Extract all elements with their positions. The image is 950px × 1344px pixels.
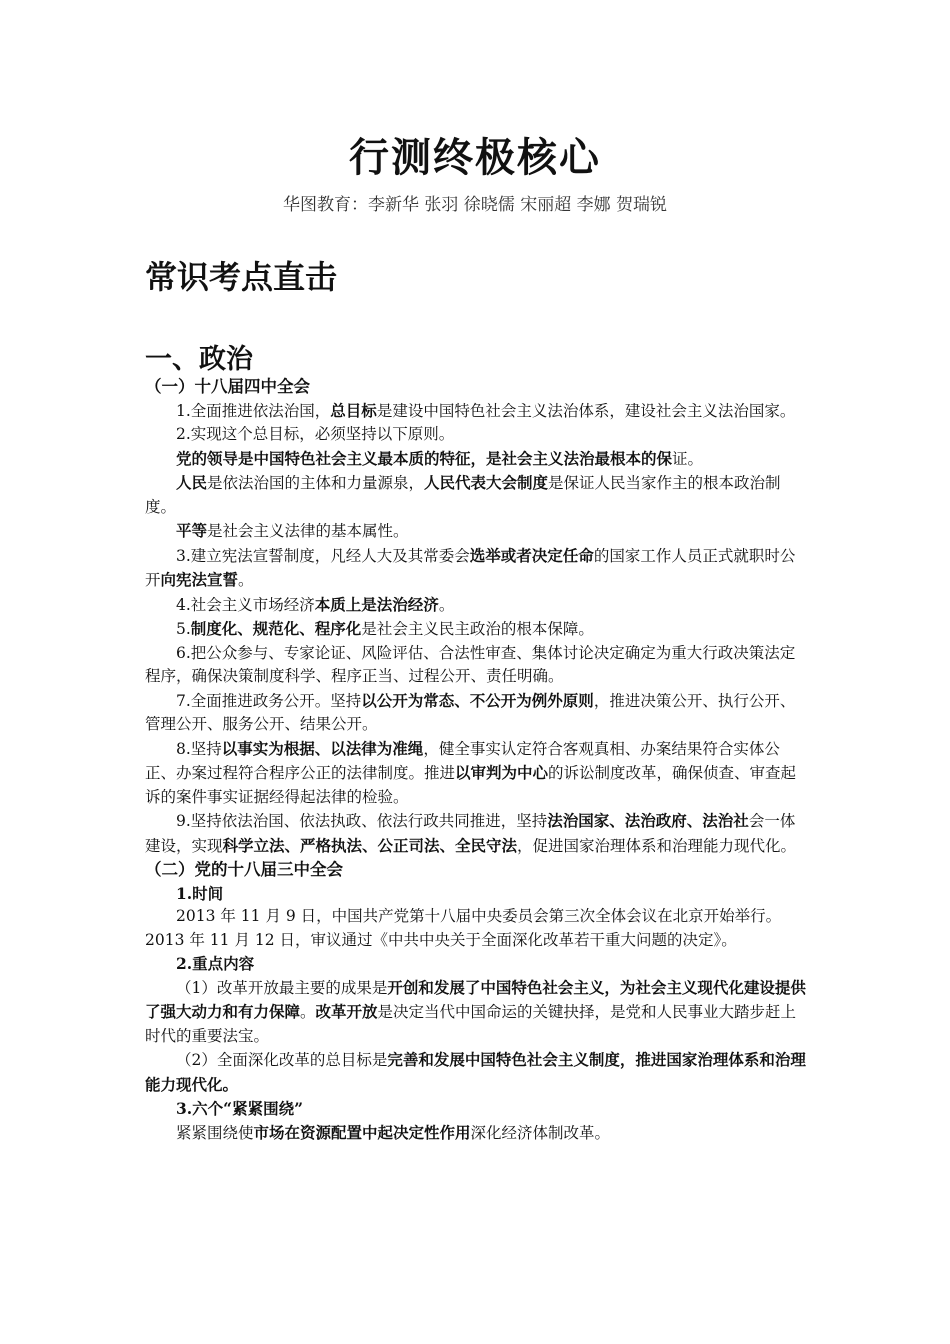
paragraph-3: 党的领导是中国特色社会主义最本质的特征，是社会主义法治最根本的保证。 [176, 448, 704, 468]
document-title: 行测终极核心 [349, 134, 601, 181]
paragraph-key-1: （1）改革开放最主要的成果是开创和发展了中国特色社会主义，为社会主义现代化建设提供了强大动力和有力保障。改革开放是决定当代中国命运的关键抉择，是党和人民事业大踏步赶上时代的重要法宝。 [145, 977, 806, 1045]
paragraph-time: 2013 年 11 月 9 日，中国共产党第十八届中央委员会第三次全体会议在北京开始举行。2013 年 11 月 12 日，审议通过《中共中央关于全面深化改革若干重大问题的决定》。 [145, 907, 782, 949]
section-heading-politics: 一、政治 [145, 344, 253, 375]
subsection-heading-2: （二）党的十八届三中全会 [145, 860, 343, 879]
paragraph-six-focus-1: 紧紧围绕使市场在资源配置中起决定性作用深化经济体制改革。 [176, 1122, 611, 1142]
paragraph-9: 6.把公众参与、专家论证、风险评估、合法性审查、集体讨论决定确定为重大行政决策法定程序，确保决策制度科学、程序正当、过程公开、责任明确。 [145, 643, 796, 685]
paragraph-6: 3.建立宪法宣誓制度，凡经人大及其常委会选举或者决定任命的国家工作人员正式就职时公开向宪法宣誓。 [145, 545, 796, 589]
paragraph-2: 2.实现这个总目标，必须坚持以下原则。 [176, 425, 455, 443]
paragraph-11: 8.坚持以事实为根据、以法律为准绳，健全事实认定符合客观真相、办案结果符合实体公正、办案过程符合程序公正的法律制度。推进以审判为中心的诉讼制度改革，确保侦查、审查起诉的案件事实证据经得起法律的检验。 [145, 738, 797, 806]
paragraph-8: 5.制度化、规范化、程序化是社会主义民主政治的根本保障。 [176, 619, 594, 638]
chapter-heading: 常识考点直击 [145, 258, 338, 296]
paragraph-5: 平等是社会主义法律的基本属性。 [176, 521, 409, 540]
author-line: 华图教育：李新华 张羽 徐晓儒 宋丽超 李娜 贺瑞锐 [282, 195, 668, 215]
paragraph-1: 1.全面推进依法治国，总目标是建设中国特色社会主义法治体系，建设社会主义法治国家。 [176, 400, 796, 420]
item-heading-key-content: 2.重点内容 [176, 954, 255, 973]
subsection-heading-1: （一）十八届四中全会 [145, 377, 310, 396]
paragraph-7: 4.社会主义市场经济本质上是法治经济。 [176, 594, 455, 614]
item-heading-time: 1.时间 [176, 883, 224, 903]
document-body [145, 375, 810, 1145]
paragraph-12: 9.坚持依法治国、依法执政、依法行政共同推进，坚持法治国家、法治政府、法治社会一体建设，实现科学立法、严格执法、公正司法、全民守法，促进国家治理体系和治理能力现代化。 [145, 811, 797, 855]
paragraph-key-2: （2）全面深化改革的总目标是完善和发展中国特色社会主义制度，推进国家治理体系和治理能力现代化。 [145, 1050, 806, 1094]
paragraph-4: 人民是依法治国的主体和力量源泉，人民代表大会制度是保证人民当家作主的根本政治制度。 [145, 473, 781, 516]
paragraph-10: 7.全面推进政务公开。坚持以公开为常态、不公开为例外原则，推进决策公开、执行公开、管理公开、服务公开、结果公开。 [145, 690, 796, 733]
item-heading-six-focus: 3.六个“紧紧围绕” [176, 1099, 304, 1118]
